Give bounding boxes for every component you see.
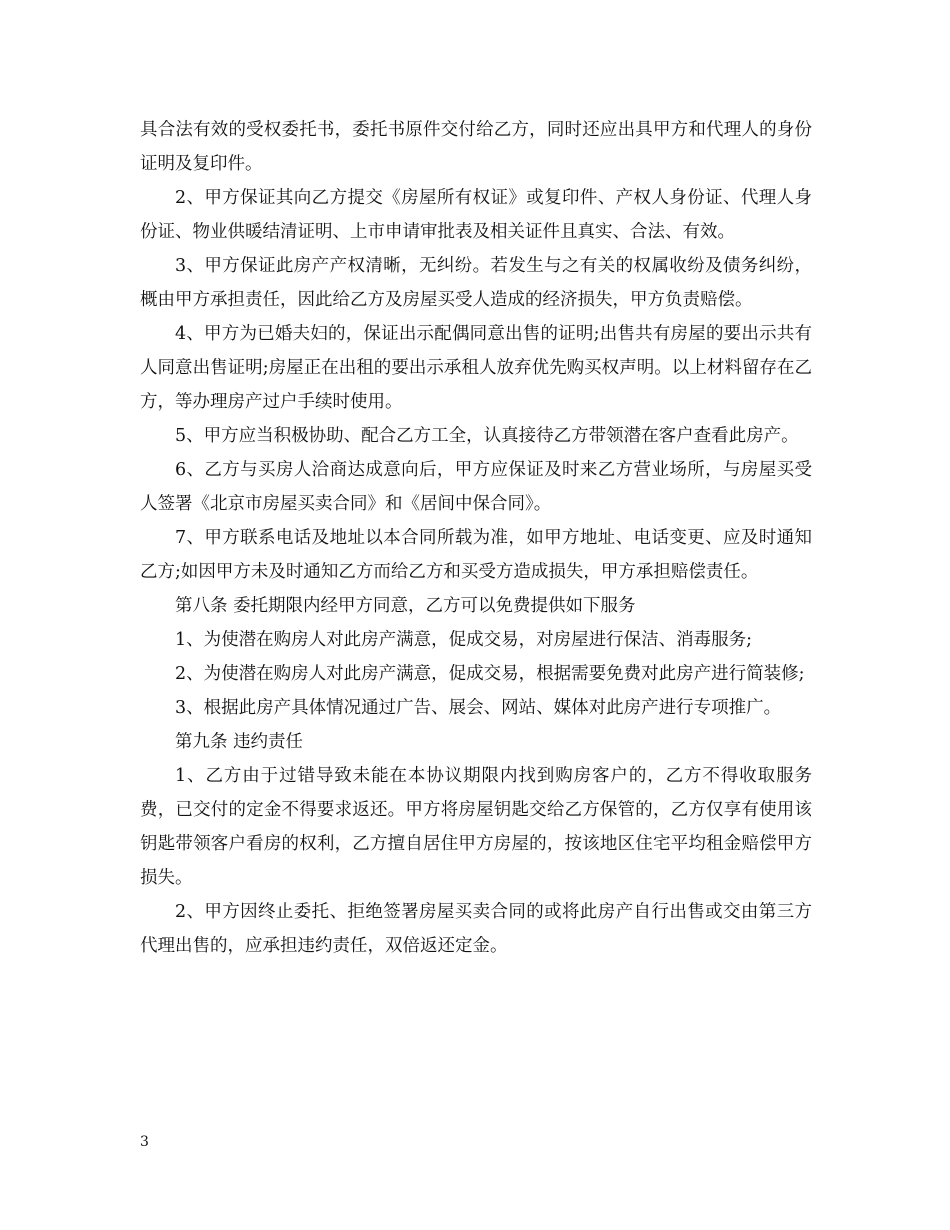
- paragraph-clause-5: 5、甲方应当积极协助、配合乙方工全，认真接待乙方带领潜在客户查看此房产。: [175, 426, 799, 446]
- paragraph-clause-7: 7、甲方联系电话及地址以本合同所载为准，如甲方地址、电话变更、应及时通知乙方;如因甲方未及时通知乙方而给乙方和买受方造成损失，甲方承担赔偿责任。: [140, 528, 812, 582]
- page-number: 3: [140, 1134, 149, 1150]
- paragraph-article-8-item-2: 2、为使潜在购房人对此房产满意，促成交易，根据需要免费对此房产进行简装修;: [175, 664, 805, 684]
- paragraph-clause-6: 6、乙方与买房人洽商达成意向后，甲方应保证及时来乙方营业场所，与房屋买受人签署《北京市房屋买卖合同》和《居间中保合同》。: [140, 460, 812, 514]
- paragraph-continuation: 具合法有效的受权委托书，委托书原件交付给乙方，同时还应出具甲方和代理人的身份证明及复印件。: [140, 120, 812, 174]
- paragraph-clause-4: 4、甲方为已婚夫妇的，保证出示配偶同意出售的证明;出售共有房屋的要出示共有人同意出售证明;房屋正在出租的要出示承租人放弃优先购买权声明。以上材料留存在乙方，等办理房产过户手续时使用。: [140, 324, 812, 412]
- paragraph-clause-2: 2、甲方保证其向乙方提交《房屋所有权证》或复印件、产权人身份证、代理人身份证、物业供暖结清证明、上市申请审批表及相关证件且真实、合法、有效。: [140, 188, 812, 242]
- paragraph-article-9-item-1: 1、乙方由于过错导致未能在本协议期限内找到购房客户的，乙方不得收取服务费，已交付的定金不得要求返还。甲方将房屋钥匙交给乙方保管的，乙方仅享有使用该钥匙带领客户看房的权利，乙方擅自居住甲方房屋的，按该地区住宅平均租金赔偿甲方损失。: [140, 766, 812, 888]
- paragraph-article-9-item-2: 2、甲方因终止委托、拒绝签署房屋买卖合同的或将此房产自行出售或交由第三方代理出售的，应承担违约责任，双倍返还定金。: [140, 902, 812, 956]
- paragraph-clause-3: 3、甲方保证此房产产权清晰，无纠纷。若发生与之有关的权属收纷及债务纠纷，概由甲方承担责任，因此给乙方及房屋买受人造成的经济损失，甲方负责赔偿。: [140, 256, 812, 310]
- section-heading-article-9: 第九条 违约责任: [175, 732, 304, 752]
- paragraph-article-8-item-1: 1、为使潜在购房人对此房产满意，促成交易，对房屋进行保洁、消毒服务;: [175, 630, 753, 650]
- section-heading-article-8: 第八条 委托期限内经甲方同意，乙方可以免费提供如下服务: [175, 596, 636, 616]
- document-body: [140, 113, 812, 963]
- paragraph-article-8-item-3: 3、根据此房产具体情况通过广告、展会、网站、媒体对此房产进行专项推广。: [175, 698, 782, 718]
